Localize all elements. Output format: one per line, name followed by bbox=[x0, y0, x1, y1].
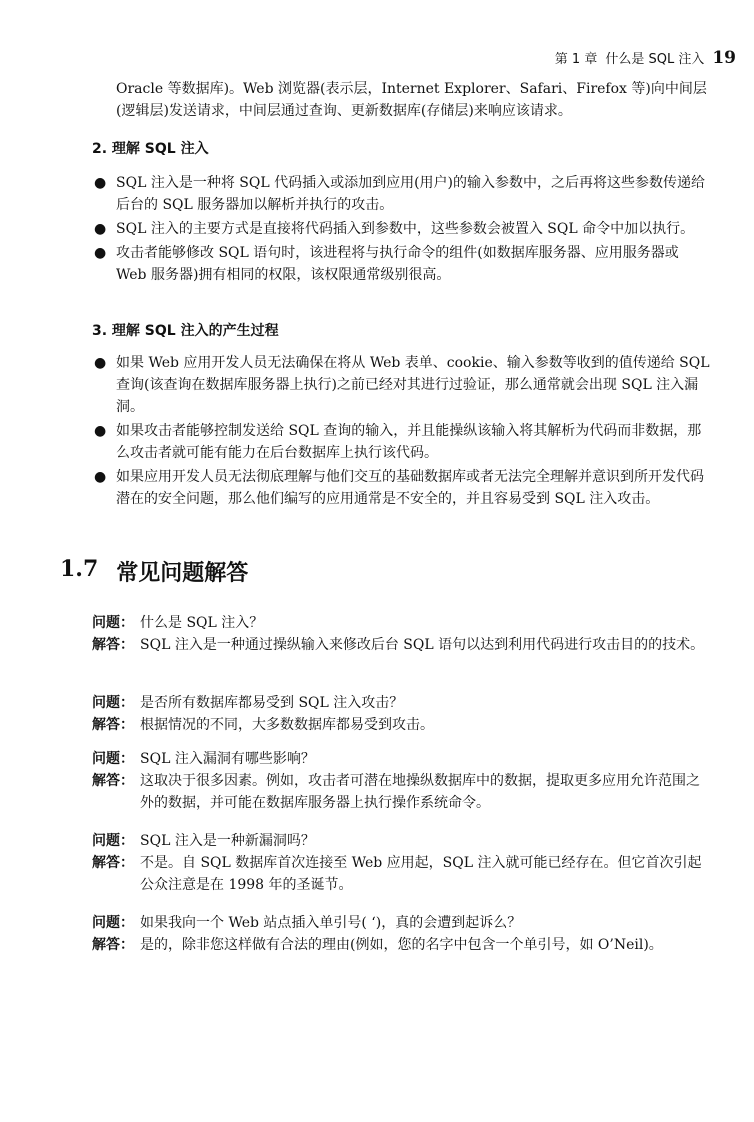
question-label: 问题： bbox=[92, 915, 134, 931]
question-text: 什么是 SQL 注入？ bbox=[140, 615, 264, 631]
answer-text: 是的，除非您这样做有合法的理由(例如，您的名字中包含一个单引号，如 O’Neil)。 bbox=[140, 937, 663, 953]
question-text: SQL 注入是一种新漏洞吗？ bbox=[140, 833, 315, 849]
list-item: ● SQL 注入是一种将 SQL 代码插入或添加到应用(用户)的输入参数中，之后再将这些参数传递给后台的 SQL 服务器加以解析并执行的攻击。 bbox=[92, 172, 712, 216]
question-label: 问题： bbox=[92, 751, 134, 767]
bullet-icon: ● bbox=[94, 221, 107, 237]
answer-text: 根据情况的不同，大多数数据库都易受到攻击。 bbox=[140, 717, 434, 733]
list-item: ● 如果 Web 应用开发人员无法确保在将从 Web 表单、cookie、输入参数等收到的值传递给 SQL 查询(该查询在数据库服务器上执行)之前已经对其进行过验证，那么通常就会出现 SQL 注入漏洞。 bbox=[92, 352, 712, 418]
section-heading-understand-sql-injection: 2. 理解 SQL 注入 bbox=[92, 141, 209, 157]
section-title-faq bbox=[60, 556, 248, 587]
question-label: 问题： bbox=[92, 695, 134, 711]
section-number: 1.7 bbox=[60, 556, 99, 582]
question-label: 问题： bbox=[92, 615, 134, 631]
page-number: 19 bbox=[712, 48, 736, 68]
question-text: 如果我向一个 Web 站点插入单引号( ‘)，真的会遭到起诉么？ bbox=[140, 915, 522, 931]
faq-item bbox=[92, 748, 712, 814]
answer-text: SQL 注入是一种通过操纵输入来修改后台 SQL 语句以达到利用代码进行攻击目的的技术。 bbox=[140, 637, 705, 653]
faq-item bbox=[92, 912, 712, 956]
bullet-icon: ● bbox=[94, 469, 107, 485]
section2-bullet-list bbox=[92, 172, 712, 288]
answer-label: 解答： bbox=[92, 773, 134, 789]
question-text: 是否所有数据库都易受到 SQL 注入攻击？ bbox=[140, 695, 404, 711]
answer-text: 这取决于很多因素。例如，攻击者可潜在地操纵数据库中的数据，提取更多应用允许范围之外的数据，并可能在数据库服务器上执行操作系统命令。 bbox=[140, 773, 700, 811]
bullet-icon: ● bbox=[94, 355, 107, 371]
answer-label: 解答： bbox=[92, 637, 134, 653]
faq-item bbox=[92, 692, 712, 736]
list-item: ● 如果攻击者能够控制发送给 SQL 查询的输入，并且能操纵该输入将其解析为代码而非数据，那么攻击者就可能有能力在后台数据库上执行该代码。 bbox=[92, 420, 712, 464]
chapter-label: 第 1 章 bbox=[554, 52, 598, 67]
bullet-icon: ● bbox=[94, 245, 107, 261]
running-header bbox=[555, 48, 736, 68]
list-item: ● SQL 注入的主要方式是直接将代码插入到参数中，这些参数会被置入 SQL 命令中加以执行。 bbox=[92, 218, 712, 240]
intro-paragraph: Oracle 等数据库)。Web 浏览器(表示层，Internet Explorer、Safari、Firefox 等)向中间层(逻辑层)发送请求，中间层通过查询、更新数据库(存储层)来响应该请求。 bbox=[116, 81, 707, 119]
answer-label: 解答： bbox=[92, 937, 134, 953]
answer-text: 不是。自 SQL 数据库首次连接至 Web 应用起，SQL 注入就可能已经存在。但它首次引起公众注意是在 1998 年的圣诞节。 bbox=[140, 855, 702, 893]
question-label: 问题： bbox=[92, 833, 134, 849]
faq-item bbox=[92, 612, 712, 656]
answer-label: 解答： bbox=[92, 717, 134, 733]
section3-bullet-list bbox=[92, 352, 712, 512]
chapter-title: 什么是 SQL 注入 bbox=[605, 52, 705, 67]
bullet-icon: ● bbox=[94, 175, 107, 191]
bullet-icon: ● bbox=[94, 423, 107, 439]
answer-label: 解答： bbox=[92, 855, 134, 871]
list-item: ● 攻击者能够修改 SQL 语句时，该进程将与执行命令的组件(如数据库服务器、应用服务器或 Web 服务器)拥有相同的权限，该权限通常级别很高。 bbox=[92, 242, 712, 286]
section-title-text: 常见问题解答 bbox=[116, 560, 249, 586]
section-heading-sql-injection-process: 3. 理解 SQL 注入的产生过程 bbox=[92, 323, 279, 339]
question-text: SQL 注入漏洞有哪些影响？ bbox=[140, 751, 315, 767]
faq-item bbox=[92, 830, 712, 896]
list-item: ● 如果应用开发人员无法彻底理解与他们交互的基础数据库或者无法完全理解并意识到所开发代码潜在的安全问题，那么他们编写的应用通常是不安全的，并且容易受到 SQL 注入攻击。 bbox=[92, 466, 712, 510]
